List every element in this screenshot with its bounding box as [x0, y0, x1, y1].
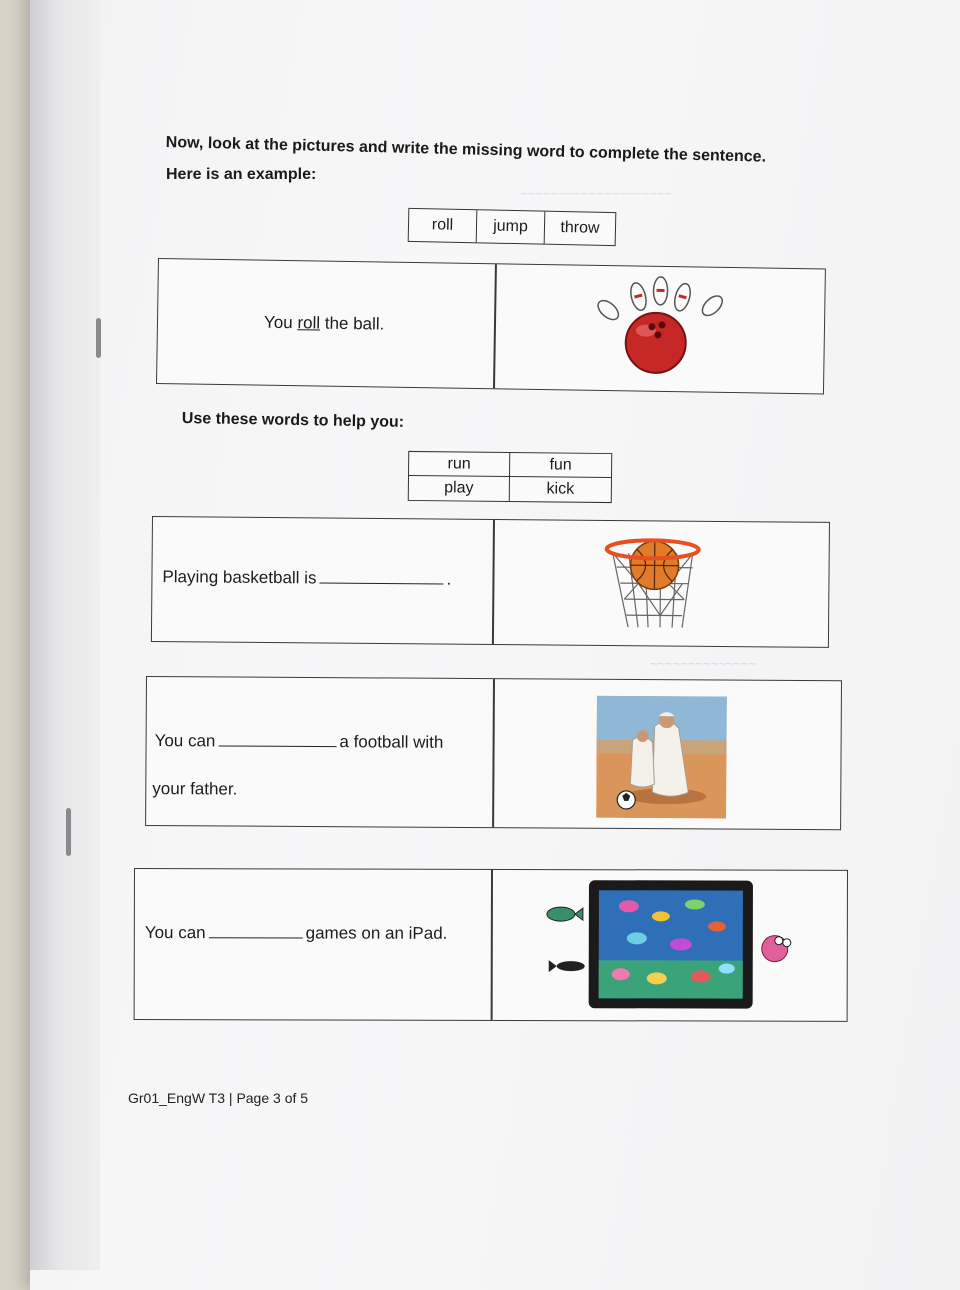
page-footer	[128, 1090, 308, 1106]
example-box	[156, 258, 826, 394]
helper-label: Use these words to help you:	[181, 410, 405, 431]
staple-top	[96, 318, 101, 358]
question-sentence-2: You can a football with	[154, 731, 444, 752]
question-sentence-3: You can games on an iPad.	[144, 923, 448, 943]
question-box-1	[151, 516, 830, 648]
question-box-3	[134, 868, 848, 1022]
football-father-son-icon	[596, 696, 727, 819]
instruction-text: Now, look at the pictures and write the missing word to complete the sentence.	[165, 134, 767, 166]
page-binding	[30, 0, 100, 1270]
word-option: jump	[477, 210, 546, 243]
question-sentence-1: Playing basketball is .	[162, 567, 452, 589]
show-through-text: ~~~~~~~~~~~~~~	[650, 656, 757, 671]
word-option: throw	[560, 219, 600, 237]
answer-blank-2[interactable]	[218, 731, 336, 747]
word-option: play	[409, 476, 510, 501]
word-option: roll	[409, 209, 478, 242]
show-through-text: ~~~~~~~~~~~~~~~~~~~~	[520, 186, 672, 201]
example-word-box	[408, 208, 617, 246]
footer-code: Gr01_EngW T3	[128, 1090, 226, 1106]
basketball-hoop-icon	[602, 527, 707, 640]
answer-blank-1[interactable]	[319, 568, 443, 584]
helper-word-box	[408, 451, 613, 503]
word-option: run	[409, 452, 510, 477]
ipad-game-icon	[541, 878, 801, 1011]
example-label: Here is an example:	[166, 166, 317, 183]
question-sentence-2-line2: your father.	[152, 779, 238, 799]
footer-separator: |	[228, 1090, 233, 1106]
word-option: fun	[510, 453, 611, 478]
example-sentence: You roll the ball.	[263, 312, 385, 334]
answer-blank-3[interactable]	[209, 923, 303, 938]
question-box-2	[145, 676, 842, 830]
bowling-icon	[593, 268, 735, 382]
staple-bottom	[66, 808, 71, 856]
word-option: kick	[546, 480, 575, 498]
page-number: Page 3 of 5	[236, 1090, 309, 1106]
example-answer: roll	[297, 313, 321, 333]
